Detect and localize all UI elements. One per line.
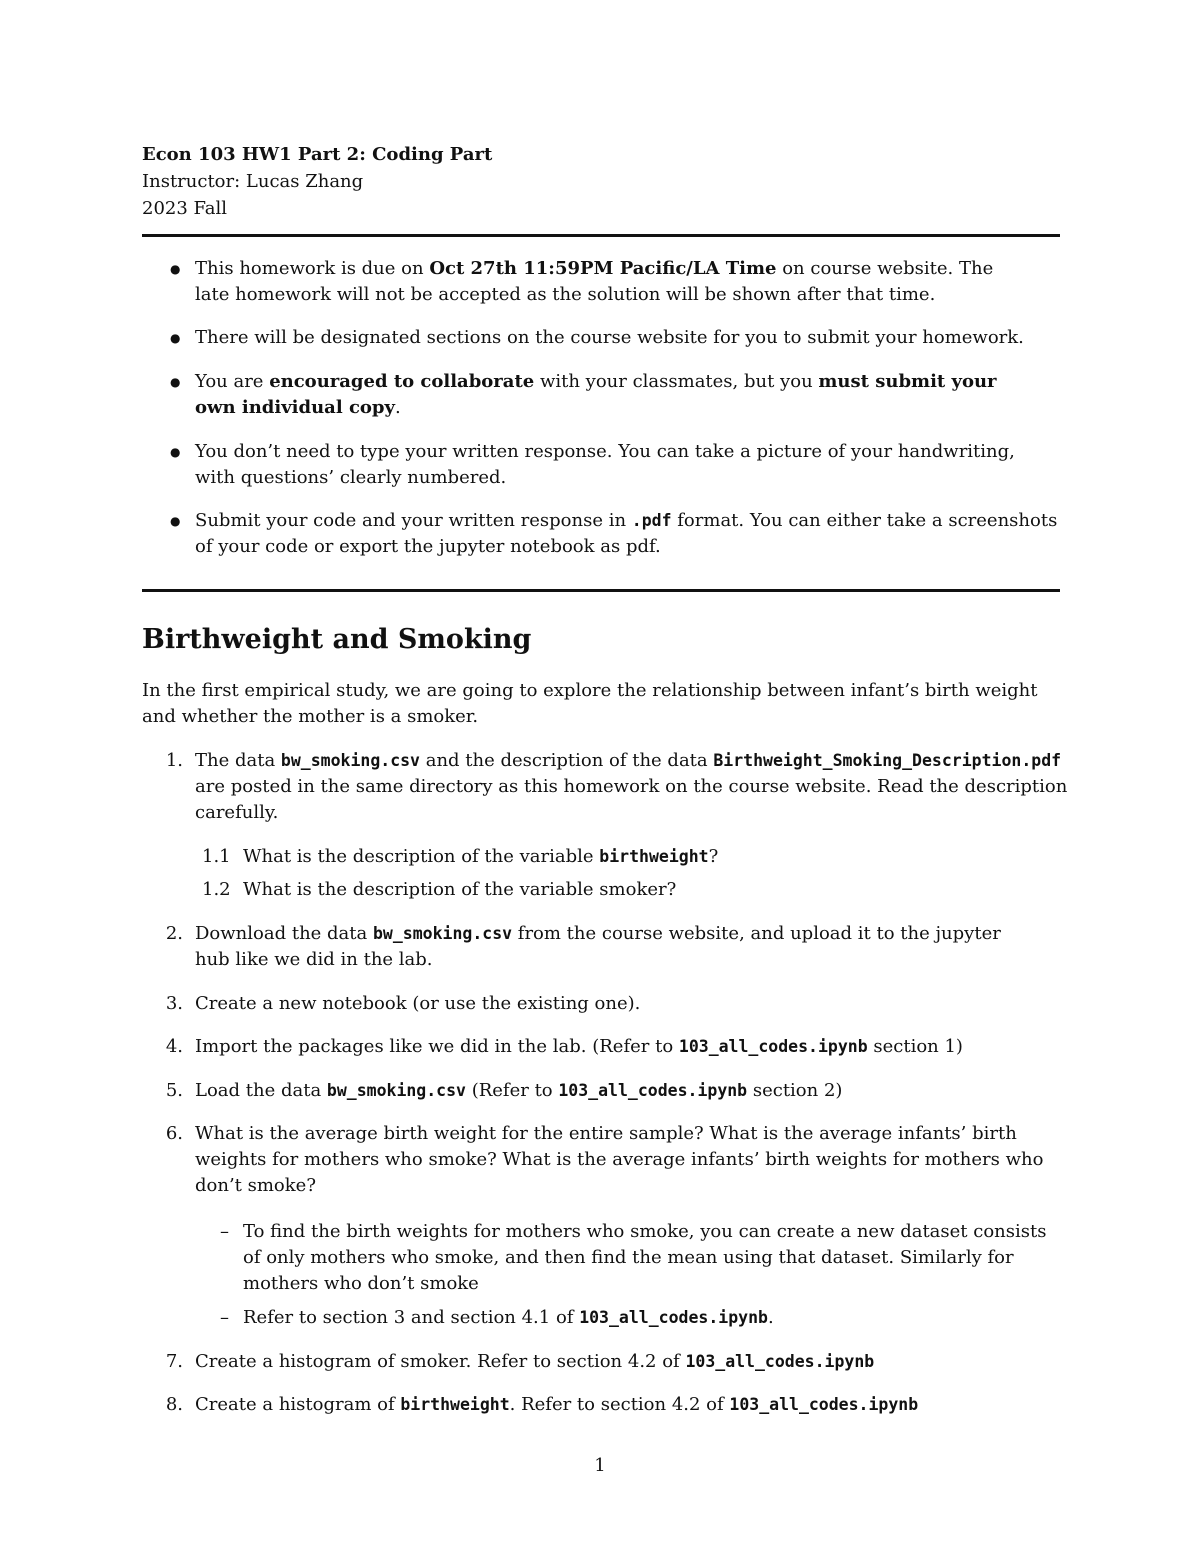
item-number: 7. — [165, 1351, 183, 1372]
item-text: Create a histogram of smoker. Refer to section 4.2 of — [195, 1351, 686, 1372]
code-text: 103_all_codes.ipynb — [558, 1081, 748, 1100]
instructor-line: Instructor: Lucas Zhang — [142, 171, 364, 192]
item-text: of only mothers who smoke, and then find the mean using that dataset. Similarly for — [243, 1247, 1014, 1268]
bullet-text: . — [394, 397, 401, 418]
item-text: . Refer to section 4.2 of — [509, 1394, 730, 1415]
bullet-text: with your classmates, but you — [534, 371, 819, 392]
item-number: 4. — [165, 1036, 183, 1057]
item-number: 2. — [165, 923, 183, 944]
bullet-text: on course website. The — [776, 258, 994, 279]
bullet-text: You are — [195, 371, 270, 392]
bullet-text: There will be designated sections on the course website for you to submit your homework. — [195, 327, 1024, 348]
code-text: 103_all_codes.ipynb — [579, 1308, 768, 1327]
item-text: mothers who don’t smoke — [243, 1273, 479, 1294]
item-text: smoker — [599, 879, 667, 900]
item-text: Create a histogram of — [195, 1394, 401, 1415]
item-text: What is the average birth weight for the entire sample? What is the average infants’ birth — [195, 1123, 1017, 1144]
bullet-marker: ● — [170, 514, 181, 528]
item-number: 6. — [165, 1123, 183, 1144]
code-text: bw_smoking.csv — [372, 924, 513, 943]
code-text: birthweight — [599, 847, 709, 866]
code-text: .pdf — [631, 511, 672, 530]
due-date: Oct 27th 11:59PM Pacific/LA Time — [429, 258, 777, 279]
item-text: The data — [195, 750, 281, 771]
item-text: . — [767, 1307, 774, 1328]
header-divider — [142, 234, 1060, 237]
item-text: To find the birth weights for mothers who smoke, you can create a new dataset consists — [243, 1221, 1047, 1242]
code-text: 103_all_codes.ipynb — [685, 1352, 875, 1371]
item-text: don’t smoke? — [195, 1175, 316, 1196]
document-title: Econ 103 HW1 Part 2: Coding Part — [142, 144, 493, 165]
bullet-marker: ● — [170, 375, 181, 389]
emphasis-text: must submit your — [818, 371, 997, 392]
bullet-text: late homework will not be accepted as the solution will be shown after that time. — [195, 284, 936, 305]
intro-text: and whether the mother is a smoker. — [142, 706, 479, 727]
item-text: (Refer to — [465, 1080, 559, 1101]
item-number: 8. — [165, 1394, 183, 1415]
item-text: weights for mothers who smoke? What is the average infants’ birth weights for mothers who — [195, 1149, 1044, 1170]
bullet-text: This homework is due on — [195, 258, 430, 279]
item-text: from the course website, and upload it to the jupyter — [512, 923, 1001, 944]
item-text: Create a new notebook (or use the existing one). — [195, 993, 641, 1014]
item-text: and the description of the data — [420, 750, 714, 771]
bullet-marker: ● — [170, 331, 181, 345]
item-text: carefully. — [195, 802, 279, 823]
code-text: 103_all_codes.ipynb — [678, 1037, 868, 1056]
item-text: ? — [708, 846, 719, 867]
subitem-number: 1.2 — [202, 879, 231, 900]
item-text: ? — [666, 879, 677, 900]
bullet-text: of your code or export the jupyter notebook as pdf. — [195, 536, 661, 557]
bullet-marker: ● — [170, 262, 181, 276]
item-text: Download the data — [195, 923, 373, 944]
code-text: 103_all_codes.ipynb — [729, 1395, 919, 1414]
code-text: birthweight — [400, 1395, 510, 1414]
dash-marker: – — [220, 1221, 229, 1242]
bullet-text: format. You can either take a screenshots — [671, 510, 1058, 531]
item-text: section 1) — [867, 1036, 963, 1057]
code-text: Birthweight_Smoking_Description.pdf — [713, 751, 1062, 770]
emphasis-text: own individual copy — [195, 397, 395, 418]
item-text: are posted in the same directory as this homework on the course website. Read the description — [195, 776, 1068, 797]
bullet-marker: ● — [170, 445, 181, 459]
item-text: Load the data — [195, 1080, 327, 1101]
item-text: Refer to section 3 and section 4.1 of — [243, 1307, 580, 1328]
term-line: 2023 Fall — [142, 198, 228, 219]
item-number: 1. — [165, 750, 183, 771]
item-number: 3. — [165, 993, 183, 1014]
item-text: What is the description of the variable — [243, 846, 600, 867]
section-title: Birthweight and Smoking — [142, 624, 532, 655]
section-divider — [142, 589, 1060, 592]
page-number: 1 — [594, 1455, 606, 1476]
item-text: Import the packages like we did in the lab. (Refer to — [195, 1036, 679, 1057]
dash-marker: – — [220, 1307, 229, 1328]
subitem-number: 1.1 — [202, 846, 231, 867]
intro-text: In the first empirical study, we are going to explore the relationship between infant’s birth weight — [142, 680, 1038, 701]
code-text: bw_smoking.csv — [280, 751, 420, 770]
bullet-text: Submit your code and your written response in — [195, 510, 632, 531]
emphasis-text: encouraged to collaborate — [269, 371, 535, 392]
code-text: bw_smoking.csv — [326, 1081, 466, 1100]
item-text: hub like we did in the lab. — [195, 949, 433, 970]
bullet-text: with questions’ clearly numbered. — [195, 467, 507, 488]
item-text: section 2) — [747, 1080, 843, 1101]
item-number: 5. — [165, 1080, 183, 1101]
item-text: What is the description of the variable — [243, 879, 600, 900]
bullet-text: You don’t need to type your written response. You can take a picture of your handwriting, — [195, 441, 1015, 462]
